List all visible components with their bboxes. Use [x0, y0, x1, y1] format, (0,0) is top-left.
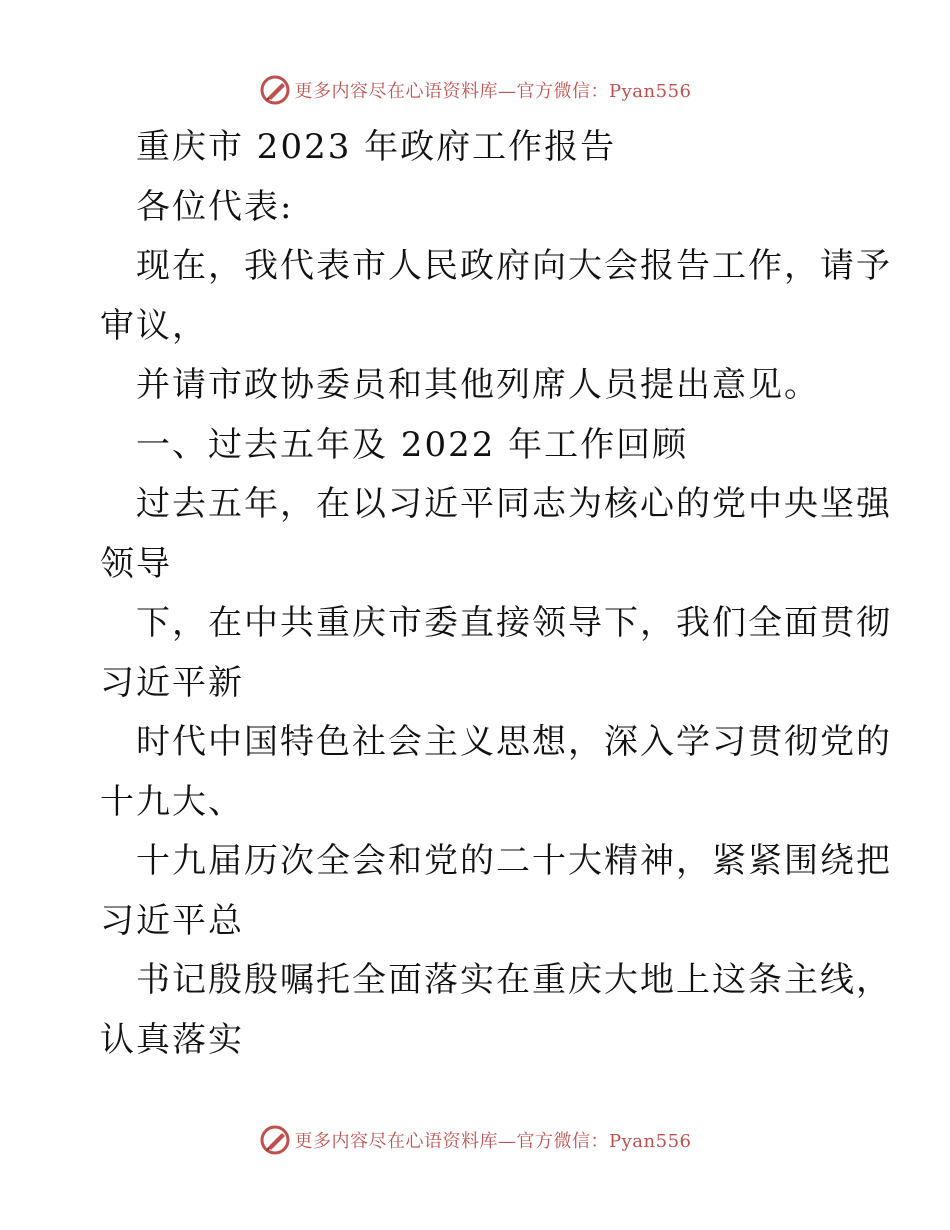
pen-circle-logo-icon	[259, 74, 291, 106]
text-line: 十九届历次全会和党的二十大精神，紧紧围绕把	[136, 841, 892, 881]
text-line: 十九大、	[100, 781, 244, 822]
text-line: 现在，我代表市人民政府向大会报告工作，请予	[136, 246, 892, 286]
document-body	[100, 118, 892, 1070]
text-line: 习近平新	[100, 662, 244, 703]
pen-circle-logo-icon	[259, 1124, 291, 1156]
text-line: 习近平总	[100, 900, 244, 941]
document-title: 重庆市 2023 年政府工作报告	[136, 127, 617, 167]
section-heading: 一、过去五年及 2022 年工作回顾	[136, 424, 689, 465]
text-line: 并请市政协委员和其他列席人员提出意见。	[136, 365, 820, 405]
text-line: 认真落实	[100, 1019, 244, 1060]
text-line: 下，在中共重庆市委直接领导下，我们全面贯彻	[136, 603, 892, 643]
text-line: 审议，	[100, 305, 208, 346]
text-line: 领导	[100, 543, 172, 584]
text-line: 时代中国特色社会主义思想，深入学习贯彻党的	[136, 722, 892, 762]
header-banner	[0, 70, 950, 110]
footer-banner-text: 更多内容尽在心语资料库—官方微信：Pyan556	[294, 1131, 692, 1152]
header-banner-text: 更多内容尽在心语资料库—官方微信：Pyan556	[294, 81, 692, 102]
text-line: 过去五年，在以习近平同志为核心的党中央坚强	[136, 484, 892, 524]
text-line: 书记殷殷嘱托全面落实在重庆大地上这条主线，	[136, 960, 892, 1000]
footer-banner	[0, 1120, 950, 1160]
salutation: 各位代表:	[136, 186, 294, 227]
